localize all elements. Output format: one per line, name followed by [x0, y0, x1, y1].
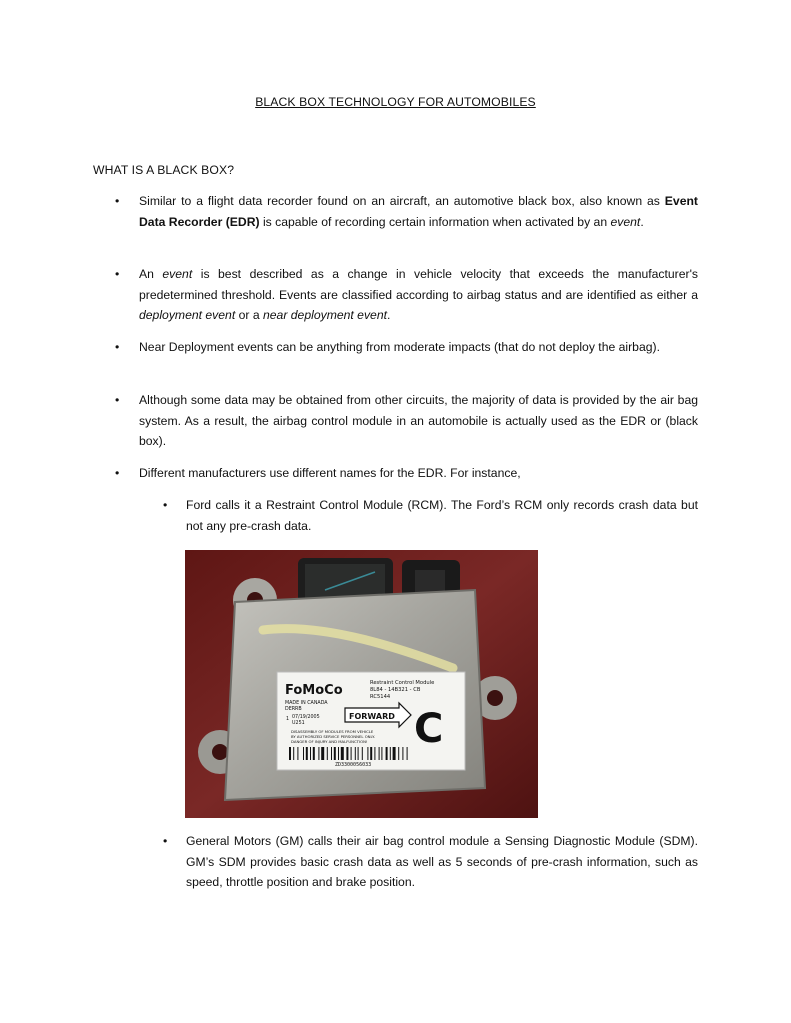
label-grade: C: [414, 706, 444, 752]
label-date: 07/19/2005: [292, 715, 320, 720]
sub-bullet-gm: • General Motors (GM) calls their air bag control module a Sensing Diagnostic Module (SDM). GM’s SDM provides basic crash data as well as 5 seconds of pre-crash information, such as speed, throttle position and brake position.: [186, 831, 698, 893]
bullet-item-edr: • Similar to a flight data recorder found on an aircraft, an automotive black box, also known as Event Data Recorder (EDR) is capable of recording certain information when activated by an event.: [139, 191, 698, 232]
label-direction: FORWARD: [349, 712, 395, 721]
label-lot: U251: [292, 721, 305, 726]
label-part-number: 8L84 - 14B321 - CB: [370, 687, 421, 693]
label-brand: FoMoCo: [285, 683, 343, 698]
section-heading: WHAT IS A BLACK BOX?: [93, 163, 235, 177]
sub-bullet-ford: • Ford calls it a Restraint Control Module (RCM). The Ford’s RCM only records crash data but not any pre-crash data.: [186, 495, 698, 536]
bullet-item-airbag-system: • Although some data may be obtained from other circuits, the majority of data is provided by the air bag system. As a result, the airbag control module in an automobile is actually used as the EDR or (black box).: [139, 390, 698, 452]
label-warning-2: BY AUTHORIZED SERVICE PERSONNEL ONLY.: [291, 734, 375, 739]
label-line-num: 1: [286, 717, 290, 722]
restraint-control-module-photo: [185, 550, 538, 818]
label-made-in: MADE IN CANADA: [285, 701, 328, 706]
label-plant: DERRB: [285, 707, 302, 712]
document-title: BLACK BOX TECHNOLOGY FOR AUTOMOBILES: [255, 95, 536, 109]
label-warning-1: DISASSEMBLY OF MODULES FROM VEHICLE: [291, 729, 374, 734]
barcode: [289, 747, 408, 760]
label-warning-3: DANGER OF INJURY AND MALFUNCTION!: [291, 739, 368, 744]
label-code: RC5144: [370, 694, 391, 700]
label-serial: ZD3300056033: [335, 762, 372, 768]
bullet-item-event: • An event is best described as a change in vehicle velocity that exceeds the manufacturer's predetermined threshold. Events are classified according to airbag status and are identified as either a deployment event or a near deployment event.: [139, 264, 698, 326]
bullet-item-near-deployment: • Near Deployment events can be anything from moderate impacts (that do not deploy the airbag).: [139, 337, 698, 358]
bullet-item-manufacturers: • Different manufacturers use different names for the EDR. For instance,: [139, 463, 698, 484]
label-module-name: Restraint Control Module: [370, 680, 435, 686]
